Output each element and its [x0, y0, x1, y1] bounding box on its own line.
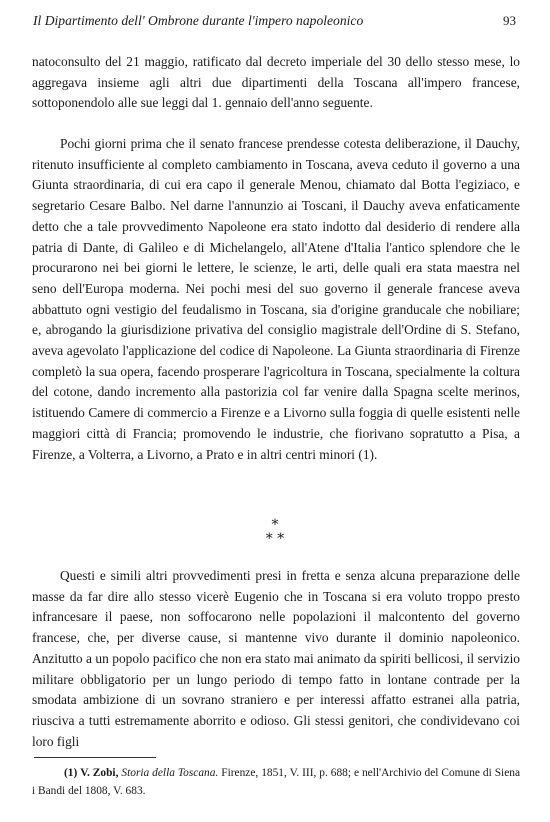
page-number: 93 [503, 13, 516, 28]
running-head-title: Il Dipartimento dell' Ombrone durante l'impero napoleonico [33, 13, 364, 28]
asterism-top: * [271, 517, 279, 533]
paragraph-giunta-straordinaria: Pochi giorni prima che il senato francese prendesse cotesta deliberazione, il Dauchy, ritenuto insufficiente al completo cambiamento in Toscana, aveva ceduto il governo a una Giunta straordinaria, di cui era capo il generale Menou, chiamato dal Botta l'egiziaco, e segretario Cesare Balbo. Nel darne l'annunzio ai Toscani, il Dauchy aveva enfaticamente detto che a tale provvedimento Napoleone era stato indotto dal desiderio di rendere alla patria di Dante, di Galileo e di Michelangelo, all'Atene d'Italia l'antico splendore che le procurarono nei bei giorni le lettere, le scienze, le arti, delle quali era stata maestra nel seno dell'Europa moderna. Nei pochi mesi del suo governo il generale francese aveva abbattuto ogni vestigio del feudalismo in Toscana, sia d'origine granducale che nobiliare; e, abrogando la giurisdizione privativa del consiglio magistrale dell'Ordine di S. Stefano, aveva agevolato l'applicazione del codice di Napoleone. La Giunta straordinaria di Firenze completò la sua opera, facendo prosperare l'agricoltura in Toscana, specialmente la coltura del cotone, dando incremento alla pastorizia col far venire dalla Spagna scelte merinos, istituendo Camere di commercio a Firenze e a Livorno sulla foggia di quelle esistenti nelle maggiori città di Francia; promovendo le industrie, che fiorivano sopratutto a Pisa, a Firenze, a Volterra, a Livorno, a Prato e in altri centri minori (1). [32, 136, 520, 462]
asterism-bottom: * * [265, 531, 285, 547]
section-separator-asterism [0, 518, 550, 546]
footnote-mark: (1) [64, 767, 78, 779]
footnote-work-title: Storia della Toscana. [121, 767, 219, 779]
footnote [32, 765, 520, 800]
footnote-rule [34, 757, 156, 758]
footnote-citation: Firenze, 1851, V. III, p. 688; e nell'Archivio del Comune di Siena i Bandi del 1808, V. 683. [32, 767, 521, 797]
running-head [33, 12, 516, 34]
paragraph-continuation: natoconsulto del 21 maggio, ratificato dal decreto imperiale del 30 dello stesso mese, lo aggregava insieme agli altri due dipartimenti della Toscana all'impero francese, sottoponendolo alle sue leggi dal 1. gennaio dell'anno seguente. [32, 54, 520, 111]
footnote-author: V. Zobi, [80, 767, 119, 779]
paragraph-malcontento: Questi e simili altri provvedimenti presi in fretta e senza alcuna preparazione delle masse da far dire allo stesso vicerè Eugenio che in Toscana si era voluto troppo presto infrancesare il paese, non soffocarono nelle popolazioni il malcontento del governo francese, che, per diverse cause, si mantenne vivo durante il dominio napoleonico. Anzitutto a un popolo pacifico che non era stato mai animato da spiriti bellicosi, il servizio militare obbligatorio per un lungo periodo di tempo fatto in lontane contrade per la smodata ambizione di un sovrano straniero e per interessi affatto estranei alla patria, riusciva a tutti estremamente aborrito e odioso. Gli stessi genitori, che condividevano coi loro figli [32, 568, 520, 749]
